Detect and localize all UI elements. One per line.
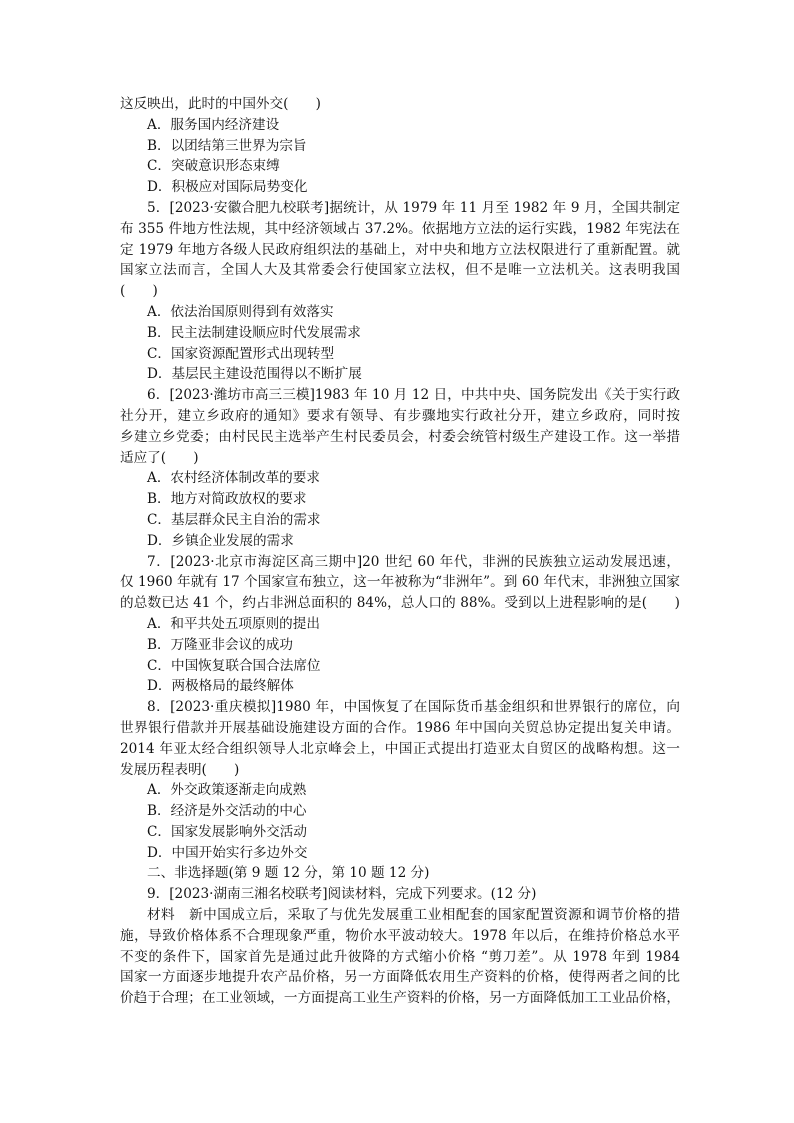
q9-material-line-1: 材料 新中国成立后，采取了与优先发展重工业相配套的国家配置资源和调节价格的措: [147, 907, 680, 924]
q7-option-c: C．中国恢复联合国合法席位: [147, 657, 321, 674]
q9-material-line-5: 价趋于合理；在工业领域，一方面提高工业生产资料的价格，另一方面降低加工工业品价格，: [120, 990, 680, 1007]
q8-line-2: 世界银行借款并开展基础设施建设方面的合作。1986 年中国向关贸总协定提出复关申请。: [120, 719, 680, 736]
q7-option-d: D．两极格局的最终解体: [147, 678, 294, 695]
q5-line-1: 5．[2023·安徽合肥九校联考]据统计，从 1979 年 11 月至 1982 年 9 月，全国共制定: [147, 199, 680, 216]
q8-option-b: B．经济是外交活动的中心: [147, 803, 307, 820]
q4-option-d: D．积极应对国际局势变化: [147, 179, 308, 196]
q6-option-d: D．乡镇企业发展的需求: [147, 532, 294, 549]
q4-option-a: A．服务国内经济建设: [147, 116, 280, 133]
q9-material-line-3: 不变的条件下，国家首先是通过此升彼降的方式缩小价格 “剪刀差”。从 1978 年到 1984: [120, 948, 680, 965]
q5-option-b: B．民主法制建设顺应时代发展需求: [147, 324, 361, 341]
q5-option-a: A．依法治国原则得到有效落实: [147, 303, 334, 320]
q8-line-1: 8．[2023·重庆模拟]1980 年，中国恢复了在国际货币基金组织和世界银行的席位，向: [147, 699, 680, 716]
q5-option-d: D．基层民主建设范围得以不断扩展: [147, 366, 362, 383]
q5-line-5: ( ): [120, 283, 158, 300]
q7-line-1: 7．[2023·北京市海淀区高三期中]20 世纪 60 年代，非洲的民族独立运动发展迅速，: [147, 553, 680, 570]
q7-line-3: 的总数已达 41 个，约占非洲总面积的 84%，总人口的 88%。受到以上进程影响的是( ): [120, 595, 680, 612]
section-heading: 二、非选择题(第 9 题 12 分，第 10 题 12 分): [147, 865, 430, 882]
q8-option-a: A．外交政策逐渐走向成熟: [147, 782, 307, 799]
q6-option-b: B．地方对简政放权的要求: [147, 491, 307, 508]
q7-option-a: A．和平共处五项原则的提出: [147, 615, 320, 632]
q9-stem: 9．[2023·湖南三湘名校联考]阅读材料，完成下列要求。(12 分): [147, 886, 537, 903]
q8-option-c: C．国家发展影响外交活动: [147, 823, 307, 840]
q5-line-2: 布 355 件地方性法规，其中经济领域占 37.2%。依据地方立法的运行实践，1982 年宪法在: [120, 220, 680, 237]
q7-option-b: B．万隆亚非会议的成功: [147, 636, 293, 653]
q6-line-4: 适应了( ): [120, 449, 199, 466]
q6-option-c: C．基层群众民主自治的需求: [147, 511, 321, 528]
q8-line-3: 2014 年亚太经合组织领导人北京峰会上，中国正式提出打造亚太自贸区的战略构想。这一: [120, 740, 680, 757]
exam-page: [120, 94, 680, 1009]
q8-line-4: 发展历程表明( ): [120, 761, 240, 778]
q5-option-c: C．国家资源配置形式出现转型: [147, 345, 335, 362]
q6-line-2: 社分开，建立乡政府的通知》要求有领导、有步骤地实行政社分开，建立乡政府，同时按: [120, 407, 680, 424]
q6-line-1: 6．[2023·潍坊市高三三模]1983 年 10 月 12 日，中共中央、国务院发出《关于实行政: [147, 387, 680, 404]
q9-material-line-2: 施，导致价格体系不合理现象严重，物价水平波动较大。1978 年以后，在维持价格总水平: [120, 927, 680, 944]
q4-option-c: C．突破意识形态束缚: [147, 158, 280, 175]
q4-stem-tail: 这反映出，此时的中国外交( ): [120, 96, 321, 112]
q5-line-3: 定 1979 年地方各级人民政府组织法的基础上，对中央和地方立法权限进行了重新配置。就: [120, 241, 680, 258]
q5-line-4: 国家立法而言，全国人大及其常委会行使国家立法权，但不是唯一立法机关。这表明我国: [120, 262, 680, 279]
q4-option-b: B．以团结第三世界为宗旨: [147, 137, 307, 154]
q6-line-3: 乡建立乡党委；由村民民主选举产生村民委员会，村委会统管村级生产建设工作。这一举措: [120, 428, 680, 445]
q6-option-a: A．农村经济体制改革的要求: [147, 470, 320, 487]
q9-material-line-4: 国家一方面逐步地提升农产品价格，另一方面降低农用生产资料的价格，使得两者之间的比: [120, 969, 680, 986]
q7-line-2: 仅 1960 年就有 17 个国家宣布独立，这一年被称为“非洲年”。到 60 年代末，非洲独立国家: [120, 574, 680, 591]
q8-option-d: D．中国开始实行多边外交: [147, 844, 308, 861]
